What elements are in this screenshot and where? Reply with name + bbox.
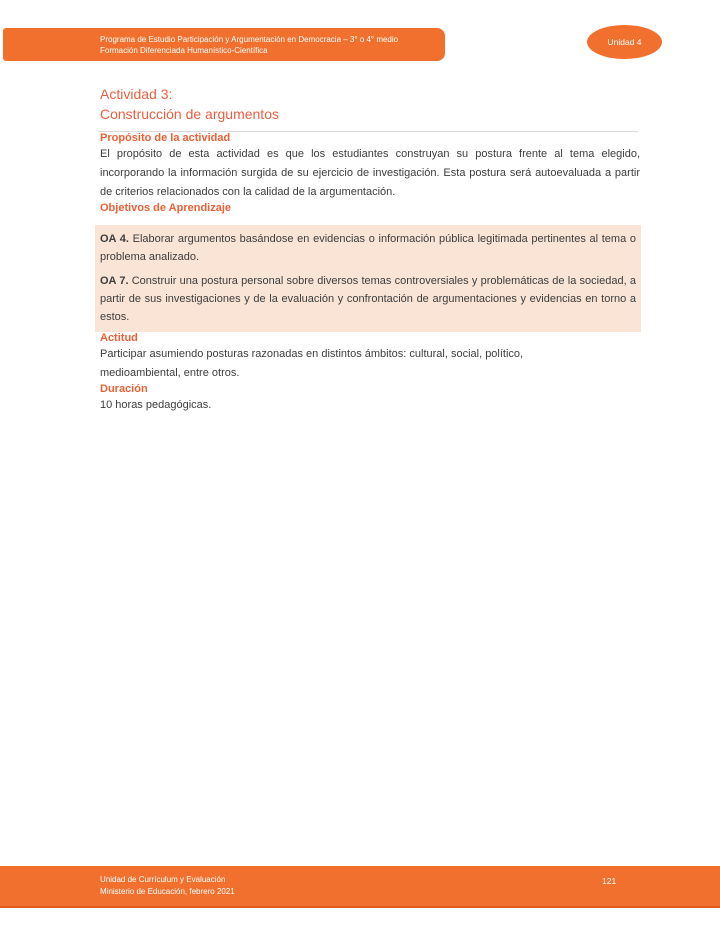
footer-institution xyxy=(100,874,235,898)
activity-title-line1: Actividad 3: xyxy=(100,86,173,102)
objetivos-heading: Objetivos de Aprendizaje xyxy=(100,202,232,214)
oa-item-2-label: OA 7. xyxy=(100,275,129,287)
oa-item-1-label: OA 4. xyxy=(100,233,129,245)
proposito-body: El propósito de esta actividad es que los estudiantes construyan su postura frente al tema elegido, incorporando la información surgida de su ejercicio de investigación. Esta postura será autoevaluada a partir de criterios relacionados con la calidad de la argumentación. xyxy=(100,148,640,198)
footer-line1: Unidad de Currículum y Evaluación xyxy=(100,875,226,884)
oa-item-2 xyxy=(100,272,636,326)
oa-item-1 xyxy=(100,230,636,266)
unit-badge: Unidad 4 xyxy=(587,25,662,59)
oa-item-2-text: Construir una postura personal sobre diversos temas controversiales y problemáticas de la sociedad, a partir de sus investigaciones y de la evaluación y confrontación de argumentaciones y evidencias en torno a estos. xyxy=(100,275,636,323)
page-footer xyxy=(0,866,720,908)
activity-title-line2: Construcción de argumentos xyxy=(100,106,279,122)
header-banner-line1: Programa de Estudio Participación y Argumentación en Democracia – 3° o 4° medio xyxy=(100,34,399,44)
footer-line2: Ministerio de Educación, febrero 2021 xyxy=(100,887,235,896)
header-banner-line2: Formación Diferenciada Humanístico-Científica xyxy=(100,45,268,55)
oa-item-1-text: Elaborar argumentos basándose en evidencias o información pública legitimada pertinentes al tema o problema analizado. xyxy=(100,233,636,263)
activity-title xyxy=(100,84,640,124)
page-number: 121 xyxy=(602,876,617,886)
duracion-body: 10 horas pedagógicas. xyxy=(100,399,212,411)
actitud-heading: Actitud xyxy=(100,332,138,344)
actitud-body: Participar asumiendo posturas razonadas en distintos ámbitos: cultural, social, político, medioambiental, entre otros. xyxy=(100,348,524,379)
page-content xyxy=(100,0,640,415)
proposito-heading: Propósito de la actividad xyxy=(100,132,231,144)
objetivos-highlight-box xyxy=(95,225,641,332)
duracion-heading: Duración xyxy=(100,383,148,395)
